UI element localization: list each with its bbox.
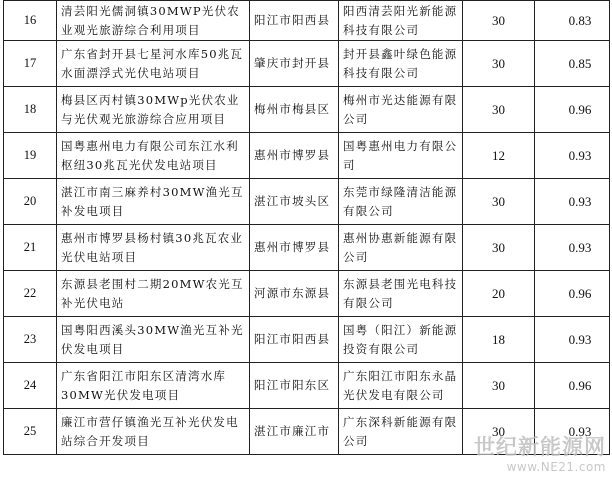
rate-value-cell: 0.83 <box>535 1 610 41</box>
project-name-cell: 惠州市博罗县杨村镇30兆瓦农业光伏电站项目 <box>57 225 250 271</box>
capacity-value-cell: 30 <box>463 1 535 41</box>
rate-value-cell: 0.96 <box>535 363 610 409</box>
project-name-cell: 国粤惠州电力有限公司东江水利枢纽30兆瓦光伏发电站项目 <box>57 133 250 179</box>
company-name-cell: 广东阳江市阳东永晶光伏发电有限公司 <box>339 363 463 409</box>
project-name-cell: 廉江市营仔镇渔光互补光伏发电站综合开发项目 <box>57 409 250 455</box>
project-location-cell: 阳江市阳西县 <box>250 317 339 363</box>
table-row <box>4 317 610 363</box>
project-location-cell: 河源市东源县 <box>250 271 339 317</box>
company-name-cell: 惠州协惠新能源有限公司 <box>339 225 463 271</box>
project-name-cell: 梅县区丙村镇30MWp光伏农业与光伏观光旅游综合应用项目 <box>57 87 250 133</box>
table-row <box>4 271 610 317</box>
rate-value-cell: 0.93 <box>535 409 610 455</box>
rate-value-cell: 0.93 <box>535 179 610 225</box>
project-location-cell: 肇庆市封开县 <box>250 41 339 87</box>
rate-value-cell: 0.93 <box>535 225 610 271</box>
rate-value-cell: 0.85 <box>535 41 610 87</box>
capacity-value-cell: 20 <box>463 271 535 317</box>
rate-value-cell: 0.96 <box>535 87 610 133</box>
table-row <box>4 1 610 41</box>
row-number-cell: 24 <box>4 363 57 409</box>
table-row <box>4 409 610 455</box>
project-name-cell: 广东省阳江市阳东区清湾水库30MW光伏发电项目 <box>57 363 250 409</box>
capacity-value-cell: 30 <box>463 225 535 271</box>
capacity-value-cell: 30 <box>463 363 535 409</box>
project-location-cell: 湛江市廉江市 <box>250 409 339 455</box>
capacity-value-cell: 18 <box>463 317 535 363</box>
row-number-cell: 17 <box>4 41 57 87</box>
table-row <box>4 179 610 225</box>
project-location-cell: 湛江市坡头区 <box>250 179 339 225</box>
row-number-cell: 20 <box>4 179 57 225</box>
company-name-cell: 阳西清芸阳光新能源科技有限公司 <box>339 1 463 41</box>
project-name-cell: 广东省封开县七星河水库50兆瓦水面漂浮式光伏电站项目 <box>57 41 250 87</box>
capacity-value-cell: 30 <box>463 41 535 87</box>
rate-value-cell: 0.93 <box>535 133 610 179</box>
row-number-cell: 19 <box>4 133 57 179</box>
project-name-cell: 湛江市南三麻养村30MW渔光互补发电项目 <box>57 179 250 225</box>
company-name-cell: 国粤（阳江）新能源投资有限公司 <box>339 317 463 363</box>
row-number-cell: 21 <box>4 225 57 271</box>
project-name-cell: 清芸阳光儒洞镇30MWP光伏农业观光旅游综合利用项目 <box>57 1 250 41</box>
project-location-cell: 惠州市博罗县 <box>250 225 339 271</box>
capacity-value-cell: 12 <box>463 133 535 179</box>
table-row <box>4 363 610 409</box>
watermark-title: 世纪新能源网 <box>474 435 606 459</box>
watermark-url: www.NE21.com <box>506 460 606 474</box>
table-row <box>4 41 610 87</box>
company-name-cell: 国粤惠州电力有限公司 <box>339 133 463 179</box>
rate-value-cell: 0.96 <box>535 271 610 317</box>
company-name-cell: 东源县老围光电科技有限公司 <box>339 271 463 317</box>
project-location-cell: 梅州市梅县区 <box>250 87 339 133</box>
row-number-cell: 18 <box>4 87 57 133</box>
company-name-cell: 东莞市绿隆清洁能源有限公司 <box>339 179 463 225</box>
row-number-cell: 25 <box>4 409 57 455</box>
capacity-value-cell: 30 <box>463 179 535 225</box>
company-name-cell: 封开县鑫叶绿色能源科技有限公司 <box>339 41 463 87</box>
company-name-cell: 梅州市光达能源有限公司 <box>339 87 463 133</box>
company-name-cell: 广东深科新能源有限公司 <box>339 409 463 455</box>
row-number-cell: 23 <box>4 317 57 363</box>
table-body <box>4 1 610 455</box>
project-location-cell: 阳江市阳东区 <box>250 363 339 409</box>
rate-value-cell: 0.93 <box>535 317 610 363</box>
table-row <box>4 225 610 271</box>
row-number-cell: 22 <box>4 271 57 317</box>
project-table <box>3 0 610 455</box>
project-name-cell: 东源县老围村二期20MW农光互补光伏电站 <box>57 271 250 317</box>
project-location-cell: 阳江市阳西县 <box>250 1 339 41</box>
project-name-cell: 国粤阳西溪头30MW渔光互补光伏发电项目 <box>57 317 250 363</box>
row-number-cell: 16 <box>4 1 57 41</box>
table-row <box>4 133 610 179</box>
capacity-value-cell: 30 <box>463 409 535 455</box>
project-location-cell: 惠州市博罗县 <box>250 133 339 179</box>
table-row <box>4 87 610 133</box>
capacity-value-cell: 30 <box>463 87 535 133</box>
